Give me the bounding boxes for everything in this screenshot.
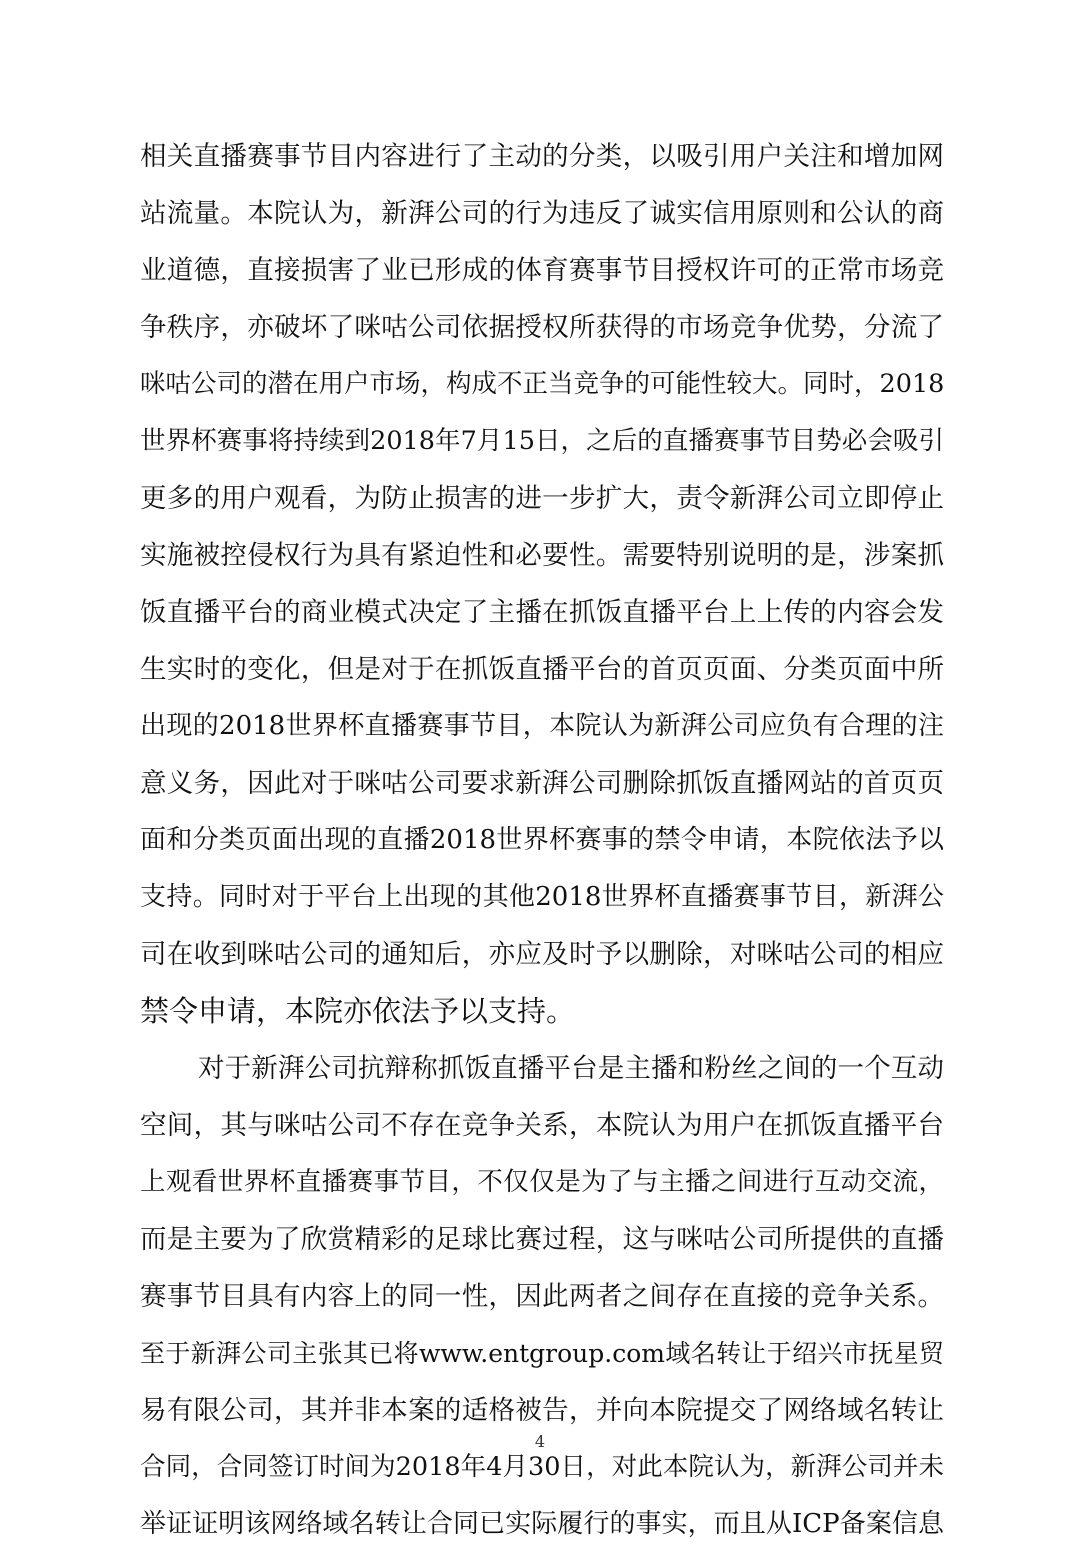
document-body	[140, 128, 944, 1553]
paragraph-1	[140, 128, 944, 1040]
text-line: 面和分类页面出现的直播2018世界杯赛事的禁令申请，本院依法予以	[140, 825, 944, 855]
text-line: 饭直播平台的商业模式决定了主播在抓饭直播平台上上传的内容会发	[140, 597, 944, 628]
text-line: 禁令申请，本院亦依法予以支持。	[140, 994, 576, 1028]
text-line: 赛事节目具有内容上的同一性，因此两者之间存在直接的竞争关系。	[140, 1281, 944, 1312]
text-line: 空间，其与咪咕公司不存在竞争关系，本院认为用户在抓饭直播平台	[140, 1110, 944, 1141]
text-line: 而是主要为了欣赏精彩的足球比赛过程，这与咪咕公司所提供的直播	[140, 1224, 944, 1255]
text-line: 支持。同时对于平台上出现的其他2018世界杯直播赛事节目，新湃公	[140, 882, 944, 912]
text-line: 站流量。本院认为，新湃公司的行为违反了诚实信用原则和公认的商	[140, 198, 944, 229]
text-line: 易有限公司，其并非本案的适格被告，并向本院提交了网络域名转让	[140, 1395, 944, 1426]
text-line: 世界杯赛事将持续到2018年7月15日，之后的直播赛事节目势必会吸引	[140, 426, 944, 456]
text-line: 至于新湃公司主张其已将www.entgroup.com域名转让于绍兴市抚星贸	[140, 1339, 944, 1368]
text-line: 咪咕公司的潜在用户市场，构成不正当竞争的可能性较大。同时，2018	[140, 369, 945, 399]
text-line: 实施被控侵权行为具有紧迫性和必要性。需要特别说明的是，涉案抓	[140, 540, 944, 571]
text-line: 上观看世界杯直播赛事节目，不仅仅是为了与主播之间进行互动交流，	[140, 1167, 944, 1197]
text-line: 出现的2018世界杯直播赛事节目，本院认为新湃公司应负有合理的注	[140, 711, 944, 741]
text-line: 举证证明该网络域名转让合同已实际履行的事实，而且从ICP备案信息	[140, 1509, 944, 1539]
text-line: 更多的用户观看，为防止损害的进一步扩大，责令新湃公司立即停止	[140, 483, 944, 514]
text-line: 意义务，因此对于咪咕公司要求新湃公司删除抓饭直播网站的首页页	[140, 768, 944, 799]
text-line: 合同，合同签订时间为2018年4月30日，对此本院认为，新湃公司并未	[140, 1452, 944, 1482]
text-line: 争秩序，亦破坏了咪咕公司依据授权所获得的市场竞争优势，分流了	[140, 312, 944, 343]
page-number: 4	[534, 1432, 546, 1451]
text-line: 生实时的变化，但是对于在抓饭直播平台的首页页面、分类页面中所	[140, 654, 944, 685]
text-line: 对于新湃公司抗辩称抓饭直播平台是主播和粉丝之间的一个互动	[198, 1053, 944, 1084]
text-line: 业道德，直接损害了业已形成的体育赛事节目授权许可的正常市场竞	[140, 255, 944, 286]
paragraph-2	[140, 1040, 944, 1553]
text-line: 相关直播赛事节目内容进行了主动的分类，以吸引用户关注和增加网	[140, 141, 944, 172]
text-line: 司在收到咪咕公司的通知后，亦应及时予以删除，对咪咕公司的相应	[140, 939, 944, 970]
